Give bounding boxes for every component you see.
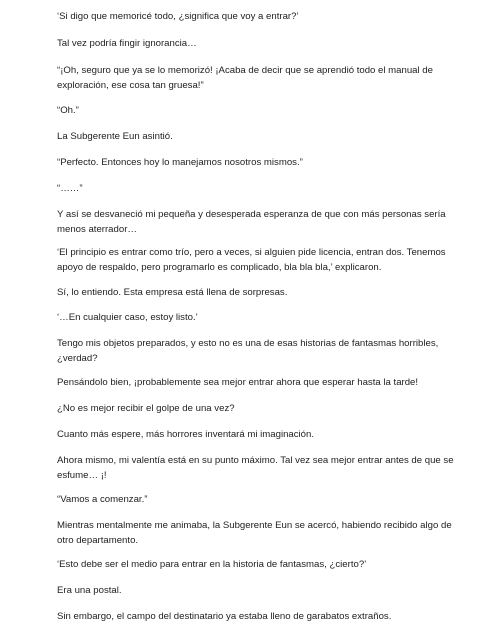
paragraph-15: Cuanto más espere, más horrores inventará mi imaginación.	[57, 429, 315, 440]
paragraph-1: ‘Si digo que memoricé todo, ¿significa que voy a entrar?’	[57, 11, 299, 22]
paragraph-4: “Oh.”	[57, 105, 79, 116]
paragraph-5: La Subgerente Eun asintió.	[57, 131, 173, 142]
paragraph-18: Mientras mentalmente me animaba, la Subgerente Eun se acercó, habiendo recibido algo de otro departamento.	[57, 520, 452, 546]
paragraph-6: “Perfecto. Entonces hoy lo manejamos nosotros mismos.”	[57, 157, 303, 168]
paragraph-11: ‘…En cualquier caso, estoy listo.’	[57, 312, 198, 323]
paragraph-12: Tengo mis objetos preparados, y esto no es una de esas historias de fantasmas horribles, ¿verdad?	[57, 338, 439, 364]
paragraph-19: ‘Esto debe ser el medio para entrar en la historia de fantasmas, ¿cierto?’	[57, 559, 367, 570]
paragraph-21: Sin embargo, el campo del destinatario ya estaba lleno de garabatos extraños.	[57, 611, 392, 622]
paragraph-2: Tal vez podría fingir ignorancia…	[57, 38, 197, 49]
paragraph-13: Pensándolo bien, ¡probablemente sea mejor entrar ahora que esperar hasta la tarde!	[57, 377, 419, 388]
paragraph-14: ¿No es mejor recibir el golpe de una vez?	[57, 403, 235, 414]
paragraph-8: Y así se desvaneció mi pequeña y desesperada esperanza de que con más personas sería menos aterrador…	[57, 209, 446, 235]
paragraph-16: Ahora mismo, mi valentía está en su punto máximo. Tal vez sea mejor entrar antes de que se esfume… ¡!	[57, 455, 454, 481]
paragraph-17: “Vamos a comenzar.”	[57, 494, 148, 505]
paragraph-10: Sí, lo entiendo. Esta empresa está llena de sorpresas.	[57, 287, 288, 298]
paragraph-9: ‘El principio es entrar como trío, pero a veces, si alguien pide licencia, entran dos. Tenemos apoyo de respaldo, pero programarlo es complicado, bla bla bla,’ explicaron.	[57, 247, 446, 273]
paragraph-3: “¡Oh, seguro que ya se lo memorizó! ¡Acaba de decir que se aprendió todo el manual de exploración, ese cosa tan gruesa!”	[57, 65, 433, 91]
paragraph-7: “……”	[57, 183, 83, 194]
paragraph-20: Era una postal.	[57, 585, 122, 596]
